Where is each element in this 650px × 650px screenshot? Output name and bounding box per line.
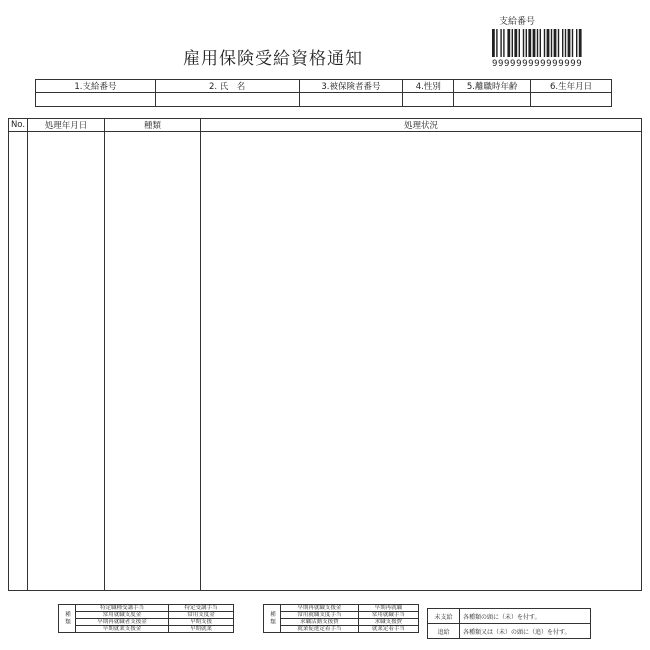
legend-item: 就業促進定着手当 bbox=[281, 626, 359, 633]
no-cell bbox=[9, 132, 28, 591]
col-insured-number: 3.被保険者番号 bbox=[299, 80, 403, 93]
legend-abbr: 常用支度金 bbox=[169, 612, 234, 619]
legend-tag: 種類 bbox=[264, 605, 281, 633]
legend-unpaid-key: 未支給 bbox=[428, 609, 460, 624]
type-legend-left bbox=[58, 604, 234, 633]
recipient-info-table bbox=[35, 79, 612, 107]
legend-abbr: 早期支援 bbox=[169, 619, 234, 626]
legend-abbr: 早期再就職 bbox=[358, 605, 418, 612]
age-value bbox=[454, 93, 531, 107]
barcode bbox=[492, 29, 632, 57]
birth-date-value bbox=[531, 93, 612, 107]
type-cell bbox=[105, 132, 201, 591]
legend-abbr: 求職支援費 bbox=[358, 619, 418, 626]
legend-item: 常用就職支度手当 bbox=[281, 612, 359, 619]
type-legend-middle bbox=[263, 604, 419, 633]
col-processing-status: 処理状況 bbox=[201, 119, 642, 132]
legend-abbr: 常用就職手当 bbox=[358, 612, 418, 619]
payment-number-value bbox=[36, 93, 156, 107]
col-no: No. bbox=[9, 119, 28, 132]
gender-value bbox=[403, 93, 454, 107]
legend-item: 早期再就職者支援金 bbox=[76, 619, 169, 626]
processing-table bbox=[8, 118, 642, 591]
col-gender: 4.性別 bbox=[403, 80, 454, 93]
col-birth-date: 6.生年月日 bbox=[531, 80, 612, 93]
date-cell bbox=[28, 132, 105, 591]
legend-item: 早期就業支援金 bbox=[76, 626, 169, 633]
legend-item: 求職活動支援費 bbox=[281, 619, 359, 626]
barcode-number: 999999999999999 bbox=[492, 59, 583, 69]
col-age-at-leaving: 5.離職時年齢 bbox=[454, 80, 531, 93]
name-value bbox=[155, 93, 299, 107]
legend-additional-desc: 各種類又は（未）の頭に（追）を付す。 bbox=[460, 624, 591, 639]
legend-item: 常用就職支度金 bbox=[76, 612, 169, 619]
supplement-legend bbox=[427, 608, 591, 639]
legend-abbr: 就業定着手当 bbox=[358, 626, 418, 633]
legend-item: 特定職種受講手当 bbox=[76, 605, 169, 612]
document-title: 雇用保険受給資格通知 bbox=[183, 49, 363, 69]
col-name: 2. 氏 名 bbox=[155, 80, 299, 93]
legend-abbr: 早期就業 bbox=[169, 626, 234, 633]
col-type: 種類 bbox=[105, 119, 201, 132]
status-cell bbox=[201, 132, 642, 591]
legend-unpaid-desc: 各種類の頭に（未）を付す。 bbox=[460, 609, 591, 624]
col-payment-number: 1.支給番号 bbox=[36, 80, 156, 93]
legend-tag: 種類 bbox=[59, 605, 76, 633]
col-processing-date: 処理年月日 bbox=[28, 119, 105, 132]
legend-abbr: 特定受講手当 bbox=[169, 605, 234, 612]
insured-number-value bbox=[299, 93, 403, 107]
barcode-label: 支給番号 bbox=[499, 17, 536, 27]
legend-additional-key: 追給 bbox=[428, 624, 460, 639]
legend-item: 早期再就職支援金 bbox=[281, 605, 359, 612]
